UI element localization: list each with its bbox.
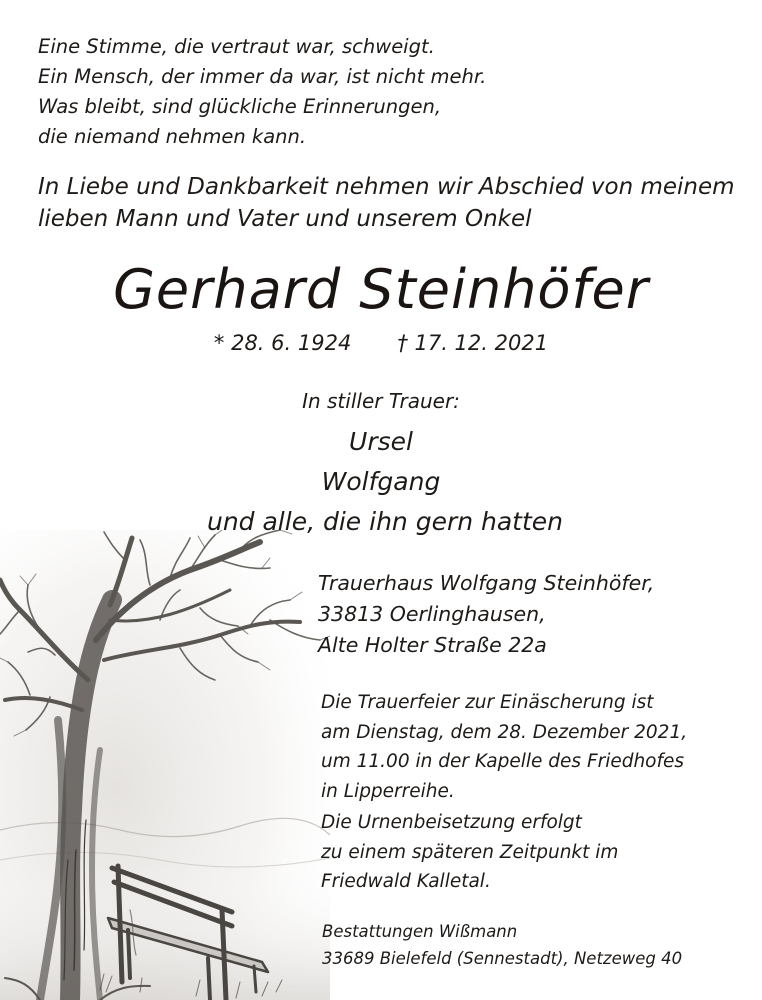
intro-line: In Liebe und Dankbarkeit nehmen wir Abschied von meinem: [38, 174, 735, 200]
ceremony-line: um 11.00 in der Kapelle des Friedhofes: [321, 751, 685, 772]
urn-burial-info: [321, 808, 618, 897]
undertaker-info: [322, 918, 682, 972]
house-of-mourning-address: [318, 568, 654, 661]
birth-date: * 28. 6. 1924: [213, 331, 352, 355]
poem-line: Was bleibt, sind glückliche Erinnerungen,: [38, 95, 442, 118]
mourners-list: [0, 422, 762, 542]
urn-line: zu einem späteren Zeitpunkt im: [321, 841, 619, 863]
intro-line: lieben Mann und Vater und unserem Onkel: [38, 206, 532, 232]
funeral-ceremony-info: [321, 688, 687, 806]
poem-line: Ein Mensch, der immer da war, ist nicht mehr.: [38, 65, 487, 88]
urn-line: Friedwald Kalletal.: [321, 871, 491, 892]
urn-line: Die Urnenbeisetzung erfolgt: [321, 812, 582, 833]
address-line: Alte Holter Straße 22a: [318, 633, 547, 657]
address-line: Trauerhaus Wolfgang Steinhöfer,: [318, 571, 655, 595]
mourning-heading: In stiller Trauer:: [302, 389, 460, 413]
undertaker-name: Bestattungen Wißmann: [322, 922, 518, 941]
ceremony-line: in Lipperreihe.: [321, 780, 455, 802]
poem-line: die niemand nehmen kann.: [38, 125, 307, 148]
mourner-name: und alle, die ihn gern hatten: [206, 507, 564, 536]
ceremony-line: am Dienstag, dem 28. Dezember 2021,: [321, 721, 688, 743]
life-dates: [0, 326, 762, 360]
address-line: 33813 Oerlinghausen,: [318, 602, 546, 626]
undertaker-address: 33689 Bielefeld (Sennestadt), Netzeweg 40: [322, 949, 683, 968]
tree-and-bench-illustration: [0, 530, 330, 1000]
poem: [38, 32, 486, 152]
poem-line: Eine Stimme, die vertraut war, schweigt.: [38, 35, 435, 58]
mourner-name: Wolfgang: [321, 467, 441, 496]
deceased-name: Gerhard Steinhöfer: [113, 258, 649, 321]
mourner-name: Ursel: [349, 427, 413, 456]
farewell-intro: [38, 171, 735, 235]
death-date: † 17. 12. 2021: [397, 331, 549, 355]
ceremony-line: Die Trauerfeier zur Einäscherung ist: [321, 692, 654, 713]
